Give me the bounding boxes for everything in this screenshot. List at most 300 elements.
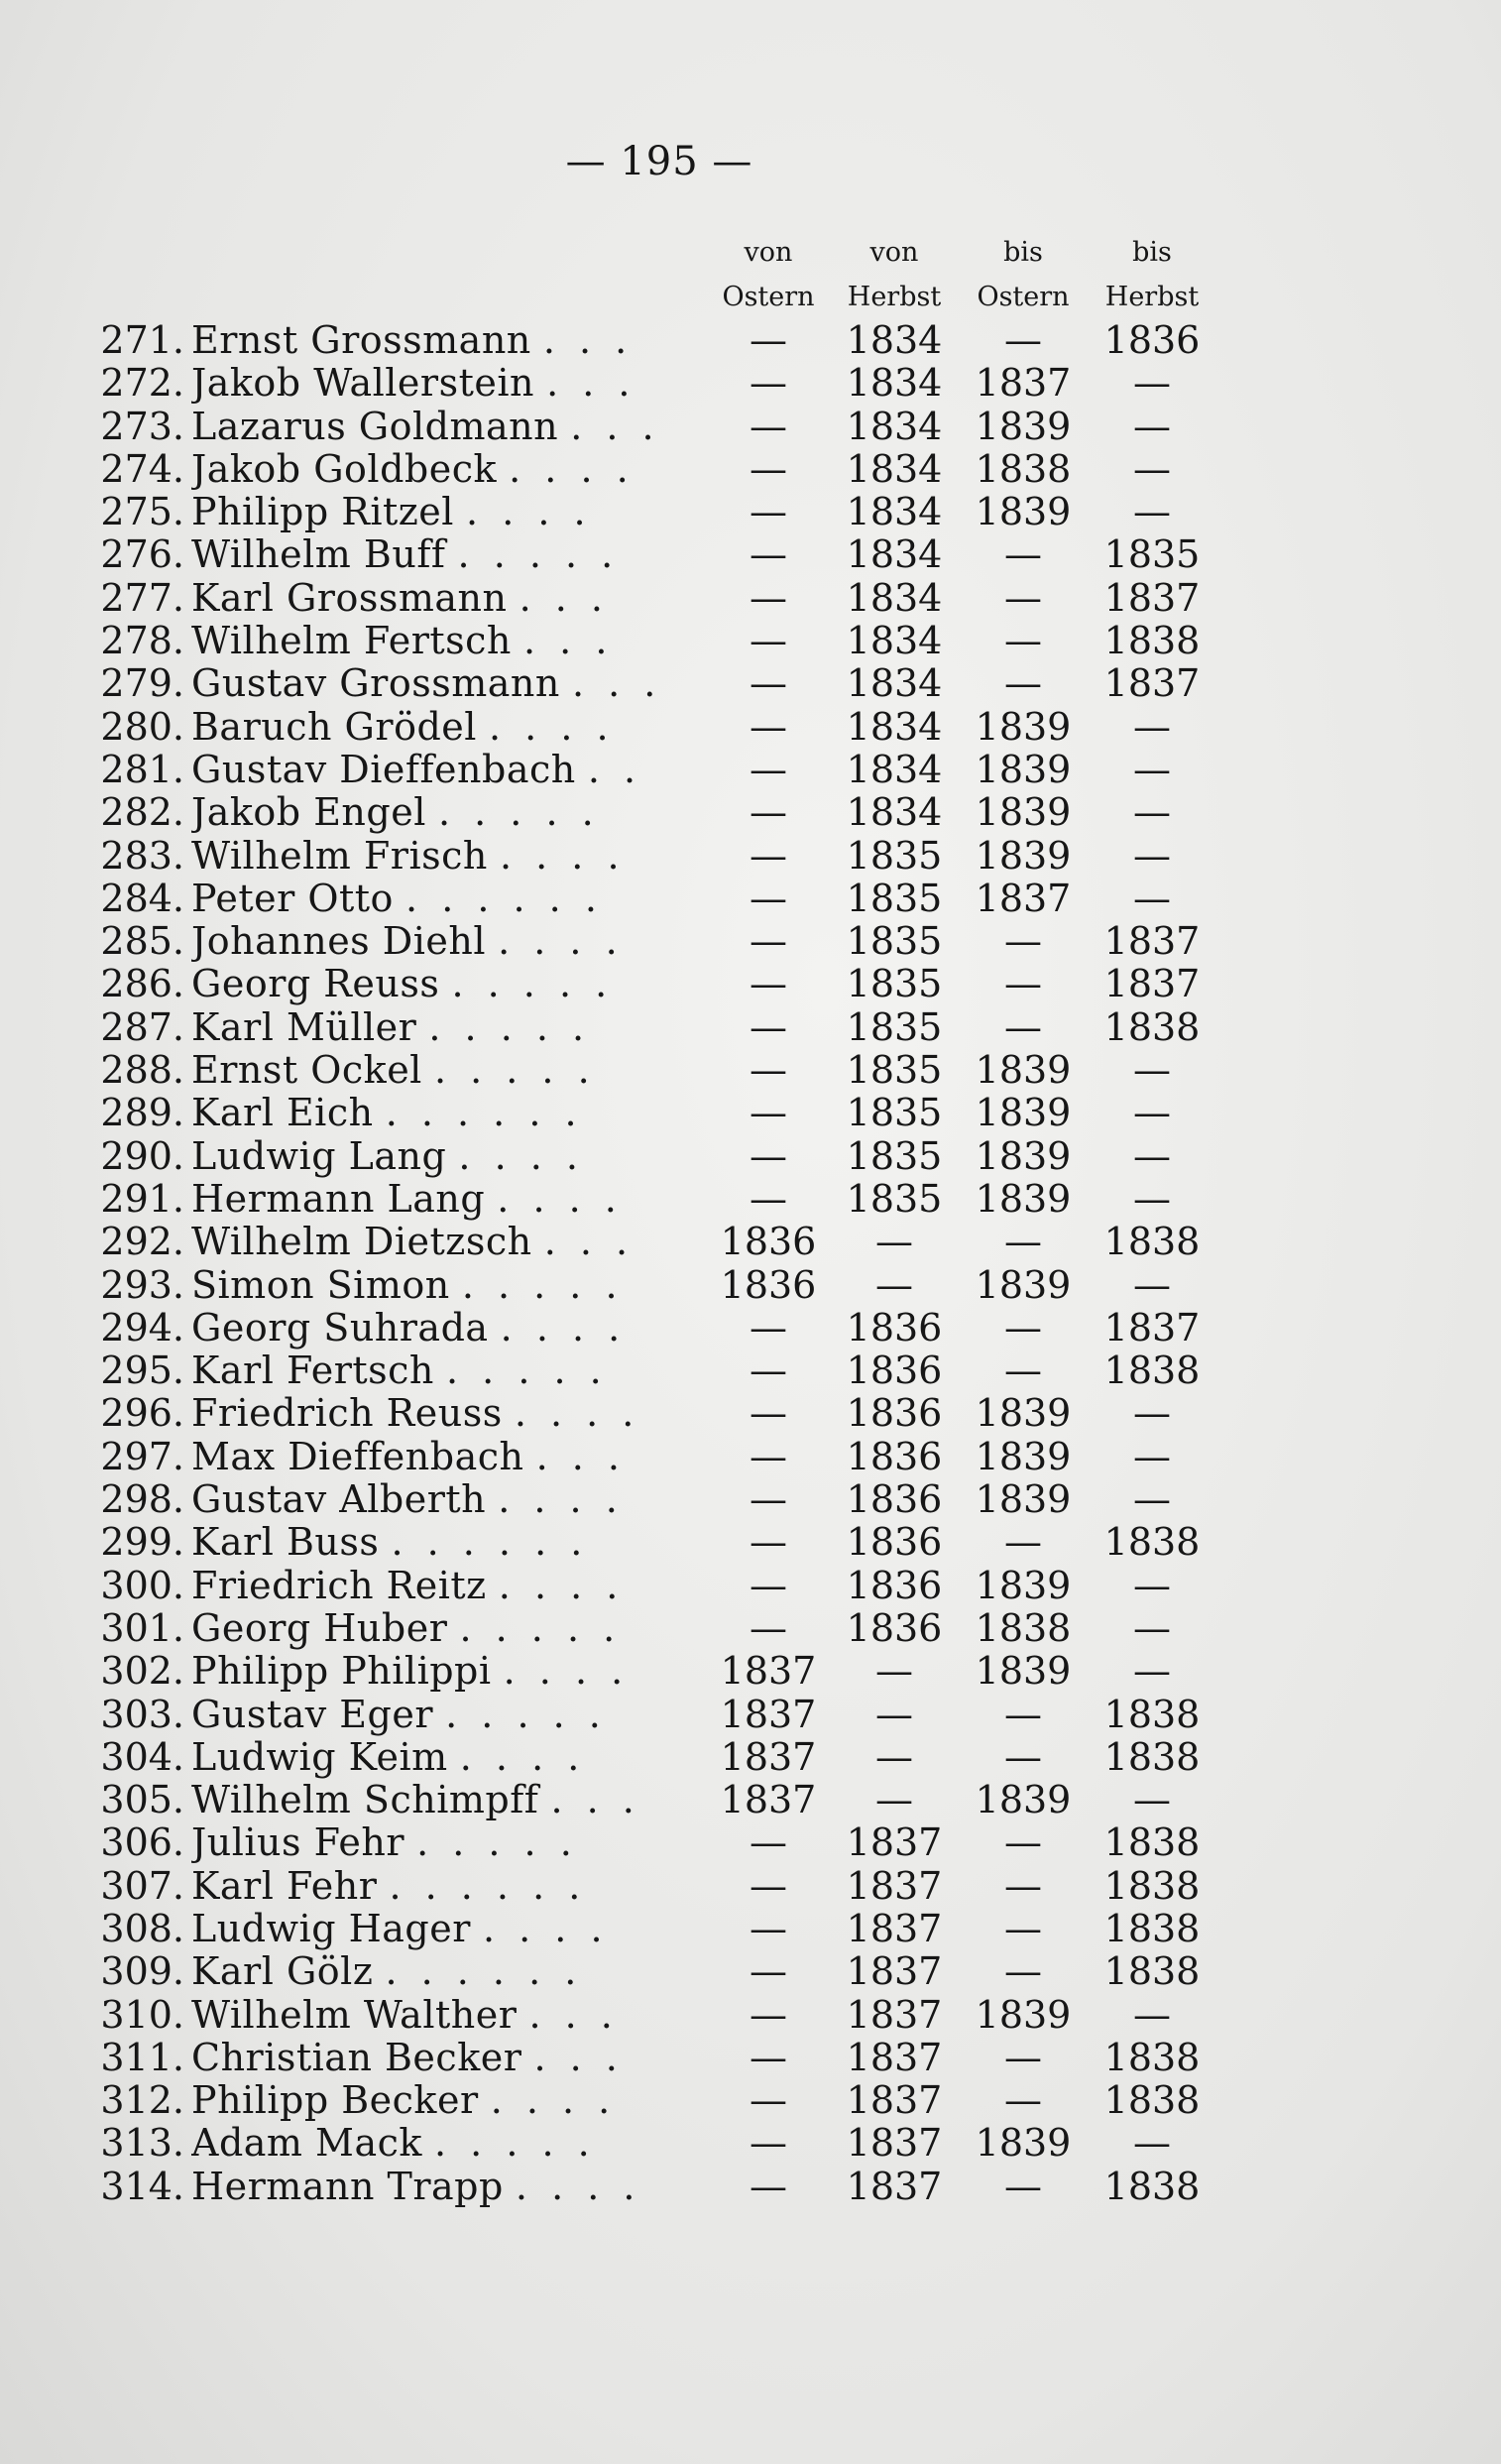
entry-name-text: Wilhelm Dietzsch <box>191 1221 532 1264</box>
column-header-line2: Ostern <box>722 282 815 312</box>
table-row <box>0 1821 1501 1864</box>
entry-number: 292. <box>100 1220 184 1264</box>
von-herbst-cell: 1835 <box>846 962 943 1006</box>
entry-name-text: Hermann Lang <box>191 1177 486 1221</box>
entry-name <box>191 1736 697 1779</box>
von-herbst-cell: — <box>875 1778 913 1822</box>
von-ostern-cell: — <box>750 1949 787 1994</box>
entry-name-text: Ernst Ockel <box>191 1049 422 1093</box>
bis-herbst-cell: — <box>1133 1133 1171 1178</box>
table-row <box>0 791 1501 834</box>
table-row <box>0 1436 1501 1478</box>
von-ostern-cell: — <box>750 1349 787 1393</box>
von-ostern-cell: — <box>750 1605 787 1650</box>
leader-dots: . . . . <box>459 1735 586 1779</box>
bis-herbst-cell: 1836 <box>1103 318 1201 362</box>
entry-name <box>191 1565 697 1607</box>
entry-name-text: Karl Grossmann <box>191 576 508 620</box>
entry-name <box>191 835 697 878</box>
von-ostern-cell: — <box>750 1305 787 1349</box>
von-ostern-cell: — <box>750 1133 787 1178</box>
entry-name <box>191 878 697 920</box>
leader-dots: . . . . . <box>457 533 620 577</box>
bis-ostern-cell: 1837 <box>975 876 1072 920</box>
entry-name <box>191 362 697 405</box>
table-row <box>0 1221 1501 1263</box>
von-ostern-cell: — <box>750 661 787 706</box>
entry-number: 307. <box>100 1863 184 1908</box>
leader-dots: . . . . <box>458 1134 584 1178</box>
table-row <box>0 2122 1501 2165</box>
von-ostern-cell: — <box>750 790 787 835</box>
table-row <box>0 662 1501 705</box>
von-herbst-cell: 1837 <box>846 2078 943 2123</box>
entry-name-text: Karl Eich <box>191 1092 374 1135</box>
entry-name-text: Christian Becker <box>191 2036 522 2079</box>
bis-ostern-cell: — <box>1004 919 1042 964</box>
entry-name-text: Gustav Eger <box>191 1693 434 1736</box>
table-row <box>0 878 1501 920</box>
von-herbst-cell: 1836 <box>846 1305 943 1349</box>
entry-name-text: Georg Suhrada <box>191 1306 489 1349</box>
bis-herbst-cell: — <box>1133 1563 1171 1607</box>
entry-number: 312. <box>100 2078 184 2123</box>
leader-dots: . . . . <box>482 1907 609 1950</box>
entry-number: 291. <box>100 1176 184 1221</box>
von-herbst-cell: 1834 <box>846 446 943 491</box>
bis-herbst-cell: 1838 <box>1103 2078 1201 2123</box>
entry-name-text: Wilhelm Schimpff <box>191 1779 539 1822</box>
von-ostern-cell: — <box>750 962 787 1006</box>
leader-dots: . . . <box>571 662 662 706</box>
entry-name <box>191 963 697 1005</box>
entry-name-text: Jakob Goldbeck <box>191 447 498 491</box>
entry-number: 290. <box>100 1133 184 1178</box>
entry-name <box>191 448 697 491</box>
leader-dots: . . . . . . <box>405 877 603 920</box>
bis-herbst-cell: — <box>1133 446 1171 491</box>
entry-name-text: Wilhelm Buff <box>191 533 446 577</box>
von-ostern-cell: — <box>750 1004 787 1049</box>
leader-dots: . . . . . . <box>385 1092 583 1135</box>
entry-name <box>191 1178 697 1221</box>
leader-dots: . . . . <box>503 1650 630 1694</box>
von-ostern-cell: — <box>750 2121 787 2166</box>
bis-ostern-cell: 1839 <box>975 1391 1072 1436</box>
von-ostern-cell: — <box>750 1906 787 1950</box>
bis-ostern-cell: — <box>1004 619 1042 663</box>
entry-name-text: Philipp Philippi <box>191 1650 492 1694</box>
column-header-bis-herbst <box>1083 230 1221 319</box>
table-row <box>0 1392 1501 1435</box>
leader-dots: . . . <box>519 576 609 620</box>
von-herbst-cell: 1836 <box>846 1605 943 1650</box>
entry-name <box>191 1650 697 1693</box>
entry-name <box>191 319 697 362</box>
von-ostern-cell: — <box>750 1391 787 1436</box>
leader-dots: . . . . <box>498 1564 625 1607</box>
von-herbst-cell: 1835 <box>846 833 943 878</box>
entry-name-text: Wilhelm Frisch <box>191 834 488 878</box>
leader-dots: . . . . <box>514 1392 640 1436</box>
bis-ostern-cell: — <box>1004 1692 1042 1736</box>
entry-name-text: Georg Huber <box>191 1606 448 1650</box>
bis-herbst-cell: — <box>1133 1649 1171 1694</box>
leader-dots: . . . . . <box>445 1693 607 1736</box>
bis-herbst-cell: 1838 <box>1103 1692 1201 1736</box>
bis-herbst-cell: 1835 <box>1103 532 1201 577</box>
von-herbst-cell: 1837 <box>846 1820 943 1865</box>
entry-name <box>191 749 697 791</box>
leader-dots: . . . <box>533 2036 624 2079</box>
von-herbst-cell: 1834 <box>846 318 943 362</box>
leader-dots: . . . . <box>499 834 626 878</box>
leader-dots: . . . . . <box>451 963 614 1006</box>
table-row <box>0 362 1501 405</box>
entry-name-text: Karl Buss <box>191 1521 380 1565</box>
von-ostern-cell: — <box>750 318 787 362</box>
bis-herbst-cell: — <box>1133 490 1171 534</box>
column-header-line1: bis <box>1003 237 1043 268</box>
von-herbst-cell: — <box>875 1220 913 1264</box>
bis-ostern-cell: — <box>1004 2164 1042 2208</box>
entry-number: 285. <box>100 919 184 964</box>
leader-dots: . . . . . . <box>389 1864 587 1908</box>
entry-number: 294. <box>100 1305 184 1349</box>
entry-name <box>191 1221 697 1263</box>
table-row <box>0 706 1501 749</box>
entry-name-text: Wilhelm Fertsch <box>191 620 512 663</box>
entry-number: 286. <box>100 962 184 1006</box>
entry-name-text: Karl Fertsch <box>191 1349 434 1393</box>
bis-ostern-cell: — <box>1004 1349 1042 1393</box>
column-header-line1: von <box>869 237 919 268</box>
bis-ostern-cell: 1839 <box>975 1477 1072 1522</box>
bis-ostern-cell: — <box>1004 661 1042 706</box>
leader-dots: . . . . <box>498 1478 624 1522</box>
von-herbst-cell: 1834 <box>846 361 943 406</box>
von-herbst-cell: 1834 <box>846 747 943 791</box>
entry-name-text: Gustav Alberth <box>191 1478 487 1522</box>
entry-name <box>191 791 697 834</box>
column-header-line2: Herbst <box>847 282 942 312</box>
table-row <box>0 620 1501 662</box>
leader-dots: . . . . <box>498 920 624 964</box>
bis-ostern-cell: — <box>1004 1820 1042 1865</box>
leader-dots: . . . . <box>497 1177 623 1221</box>
entry-number: 296. <box>100 1391 184 1436</box>
bis-ostern-cell: — <box>1004 1220 1042 1264</box>
leader-dots: . . <box>587 748 642 791</box>
entry-name-text: Jakob Engel <box>191 791 426 835</box>
von-ostern-cell: — <box>750 1820 787 1865</box>
von-herbst-cell: — <box>875 1734 913 1779</box>
entry-name-text: Philipp Ritzel <box>191 491 454 534</box>
table-row <box>0 920 1501 963</box>
column-header-von-ostern <box>699 230 838 319</box>
entry-name-text: Ludwig Lang <box>191 1134 447 1178</box>
table-row <box>0 1307 1501 1349</box>
bis-ostern-cell: — <box>1004 1949 1042 1994</box>
bis-ostern-cell: 1839 <box>975 1649 1072 1694</box>
table-row <box>0 1650 1501 1693</box>
entry-number: 293. <box>100 1262 184 1307</box>
bis-ostern-cell: — <box>1004 1305 1042 1349</box>
table-row <box>0 1950 1501 1993</box>
bis-herbst-cell: — <box>1133 1391 1171 1436</box>
entry-number: 280. <box>100 704 184 749</box>
von-herbst-cell: 1835 <box>846 919 943 964</box>
entry-name-text: Peter Otto <box>191 877 394 920</box>
entry-name-text: Philipp Becker <box>191 2079 479 2123</box>
bis-herbst-cell: 1837 <box>1103 962 1201 1006</box>
von-ostern-cell: — <box>750 704 787 749</box>
bis-herbst-cell: 1838 <box>1103 1349 1201 1393</box>
leader-dots: . . . . . <box>433 1049 596 1093</box>
von-herbst-cell: 1837 <box>846 1949 943 1994</box>
von-herbst-cell: 1837 <box>846 1906 943 1950</box>
von-ostern-cell: — <box>750 532 787 577</box>
bis-ostern-cell: 1839 <box>975 704 1072 749</box>
column-header-von-herbst <box>825 230 964 319</box>
bis-herbst-cell: — <box>1133 404 1171 448</box>
entry-name-text: Wilhelm Walther <box>191 1993 518 2037</box>
bis-ostern-cell: 1839 <box>975 1778 1072 1822</box>
entry-name-text: Gustav Grossmann <box>191 662 560 706</box>
bis-ostern-cell: — <box>1004 1906 1042 1950</box>
von-ostern-cell: — <box>750 876 787 920</box>
von-ostern-cell: 1836 <box>720 1220 817 1264</box>
von-herbst-cell: — <box>875 1649 913 1694</box>
table-row <box>0 491 1501 533</box>
table-row <box>0 1865 1501 1908</box>
von-herbst-cell: 1836 <box>846 1349 943 1393</box>
entry-number: 306. <box>100 1820 184 1865</box>
bis-ostern-cell: 1839 <box>975 1434 1072 1478</box>
entry-number: 287. <box>100 1004 184 1049</box>
entry-name-text: Baruch Grödel <box>191 705 477 749</box>
von-herbst-cell: 1834 <box>846 490 943 534</box>
entry-number: 310. <box>100 1992 184 2037</box>
entry-name-text: Max Dieffenbach <box>191 1435 524 1478</box>
bis-ostern-cell: — <box>1004 2035 1042 2079</box>
leader-dots: . . . . <box>500 1306 627 1349</box>
table-row <box>0 448 1501 491</box>
leader-dots: . . . . . <box>416 1821 578 1865</box>
von-ostern-cell: — <box>750 404 787 448</box>
leader-dots: . . . . . <box>428 1005 591 1049</box>
entry-name-text: Karl Fehr <box>191 1864 378 1908</box>
entry-name <box>191 620 697 662</box>
bis-herbst-cell: 1837 <box>1103 575 1201 620</box>
entry-name <box>191 1049 697 1092</box>
entry-name <box>191 2166 697 2208</box>
leader-dots: . . . . <box>515 2165 641 2208</box>
bis-ostern-cell: 1839 <box>975 1091 1072 1135</box>
entry-name <box>191 2122 697 2165</box>
table-row <box>0 1565 1501 1607</box>
bis-ostern-cell: 1839 <box>975 747 1072 791</box>
entry-number: 274. <box>100 446 184 491</box>
entry-name-text: Adam Mack <box>191 2122 422 2166</box>
table-row <box>0 1178 1501 1221</box>
table-row <box>0 835 1501 878</box>
bis-herbst-cell: — <box>1133 1262 1171 1307</box>
entry-name-text: Julius Fehr <box>191 1821 404 1865</box>
entry-name <box>191 1478 697 1521</box>
von-herbst-cell: 1836 <box>846 1434 943 1478</box>
table-row <box>0 1049 1501 1092</box>
bis-herbst-cell: — <box>1133 704 1171 749</box>
entry-name-text: Lazarus Goldmann <box>191 405 559 448</box>
table-row <box>0 749 1501 791</box>
entry-name <box>191 920 697 963</box>
entry-number: 284. <box>100 876 184 920</box>
von-herbst-cell: — <box>875 1692 913 1736</box>
leader-dots: . . . <box>542 319 634 362</box>
bis-herbst-cell: 1838 <box>1103 619 1201 663</box>
von-herbst-cell: 1835 <box>846 1048 943 1093</box>
entry-number: 282. <box>100 790 184 835</box>
von-ostern-cell: — <box>750 619 787 663</box>
entry-name-text: Jakob Wallerstein <box>191 362 534 406</box>
entry-name <box>191 1392 697 1435</box>
von-ostern-cell: — <box>750 575 787 620</box>
bis-herbst-cell: — <box>1133 2121 1171 2166</box>
entry-number: 313. <box>100 2121 184 2166</box>
leader-dots: . . . . . . <box>385 1950 583 1994</box>
bis-herbst-cell: — <box>1133 790 1171 835</box>
table-row <box>0 1264 1501 1307</box>
entry-name <box>191 662 697 705</box>
von-herbst-cell: 1837 <box>846 2164 943 2208</box>
entry-number: 299. <box>100 1520 184 1565</box>
bis-ostern-cell: 1839 <box>975 404 1072 448</box>
von-herbst-cell: 1837 <box>846 1863 943 1908</box>
von-herbst-cell: 1835 <box>846 1176 943 1221</box>
table-row <box>0 1478 1501 1521</box>
leader-dots: . . . . . <box>459 1606 622 1650</box>
bis-herbst-cell: — <box>1133 1605 1171 1650</box>
bis-herbst-cell: — <box>1133 833 1171 878</box>
entry-number: 283. <box>100 833 184 878</box>
von-ostern-cell: — <box>750 747 787 791</box>
von-herbst-cell: 1836 <box>846 1477 943 1522</box>
von-ostern-cell: — <box>750 1863 787 1908</box>
von-herbst-cell: 1835 <box>846 1133 943 1178</box>
entry-number: 272. <box>100 361 184 406</box>
bis-ostern-cell: — <box>1004 318 1042 362</box>
table-row <box>0 533 1501 576</box>
entry-name-text: Johannes Diehl <box>191 920 486 964</box>
von-herbst-cell: 1836 <box>846 1520 943 1565</box>
von-ostern-cell: — <box>750 833 787 878</box>
entry-name-text: Hermann Trapp <box>191 2165 504 2208</box>
entry-name-text: Karl Gölz <box>191 1950 374 1994</box>
bis-herbst-cell: 1838 <box>1103 1220 1201 1264</box>
bis-ostern-cell: — <box>1004 962 1042 1006</box>
bis-herbst-cell: — <box>1133 876 1171 920</box>
leader-dots: . . . . . <box>461 1263 624 1307</box>
von-herbst-cell: — <box>875 1262 913 1307</box>
von-ostern-cell: 1836 <box>720 1262 817 1307</box>
von-ostern-cell: — <box>750 1434 787 1478</box>
entry-number: 305. <box>100 1778 184 1822</box>
table-row <box>0 1994 1501 2037</box>
table-row <box>0 2079 1501 2122</box>
entry-number: 298. <box>100 1477 184 1522</box>
table-row <box>0 319 1501 362</box>
entry-name <box>191 1307 697 1349</box>
bis-ostern-cell: — <box>1004 2078 1042 2123</box>
von-ostern-cell: — <box>750 361 787 406</box>
von-ostern-cell: — <box>750 1477 787 1522</box>
entry-number: 302. <box>100 1649 184 1694</box>
von-herbst-cell: 1834 <box>846 619 943 663</box>
entry-number: 277. <box>100 575 184 620</box>
bis-herbst-cell: 1838 <box>1103 2035 1201 2079</box>
entry-name <box>191 1135 697 1178</box>
entry-number: 275. <box>100 490 184 534</box>
entry-name <box>191 577 697 620</box>
table-row <box>0 1135 1501 1178</box>
von-ostern-cell: — <box>750 2078 787 2123</box>
entry-name <box>191 2037 697 2079</box>
bis-herbst-cell: — <box>1133 1477 1171 1522</box>
von-ostern-cell: — <box>750 1563 787 1607</box>
entry-name-text: Karl Müller <box>191 1005 417 1049</box>
von-herbst-cell: 1836 <box>846 1563 943 1607</box>
leader-dots: . . . . . <box>446 1349 608 1393</box>
table-row <box>0 2037 1501 2079</box>
table-row <box>0 1521 1501 1564</box>
entry-number: 308. <box>100 1906 184 1950</box>
bis-herbst-cell: — <box>1133 1176 1171 1221</box>
column-header-bis-ostern <box>954 230 1093 319</box>
entry-name <box>191 533 697 576</box>
bis-herbst-cell: — <box>1133 1992 1171 2037</box>
entry-name-text: Georg Reuss <box>191 963 440 1006</box>
von-herbst-cell: 1837 <box>846 2121 943 2166</box>
bis-ostern-cell: 1838 <box>975 446 1072 491</box>
entry-name <box>191 1092 697 1134</box>
table-row <box>0 1736 1501 1779</box>
von-ostern-cell: — <box>750 1520 787 1565</box>
von-ostern-cell: — <box>750 919 787 964</box>
leader-dots: . . . . <box>489 705 615 749</box>
table-row <box>0 1349 1501 1392</box>
bis-ostern-cell: 1839 <box>975 1262 1072 1307</box>
von-herbst-cell: 1834 <box>846 404 943 448</box>
von-ostern-cell: — <box>750 490 787 534</box>
entry-name <box>191 491 697 533</box>
bis-herbst-cell: — <box>1133 1434 1171 1478</box>
von-ostern-cell: 1837 <box>720 1692 817 1736</box>
entry-number: 295. <box>100 1349 184 1393</box>
table-row <box>0 1092 1501 1134</box>
entry-number: 314. <box>100 2164 184 2208</box>
bis-herbst-cell: 1838 <box>1103 1863 1201 1908</box>
entry-name <box>191 1264 697 1307</box>
von-herbst-cell: 1837 <box>846 2035 943 2079</box>
leader-dots: . . . <box>570 405 660 448</box>
entry-number: 273. <box>100 404 184 448</box>
bis-ostern-cell: — <box>1004 1734 1042 1779</box>
von-herbst-cell: 1834 <box>846 575 943 620</box>
register-list <box>0 319 1501 2208</box>
bis-herbst-cell: 1838 <box>1103 2164 1201 2208</box>
bis-herbst-cell: 1838 <box>1103 1004 1201 1049</box>
